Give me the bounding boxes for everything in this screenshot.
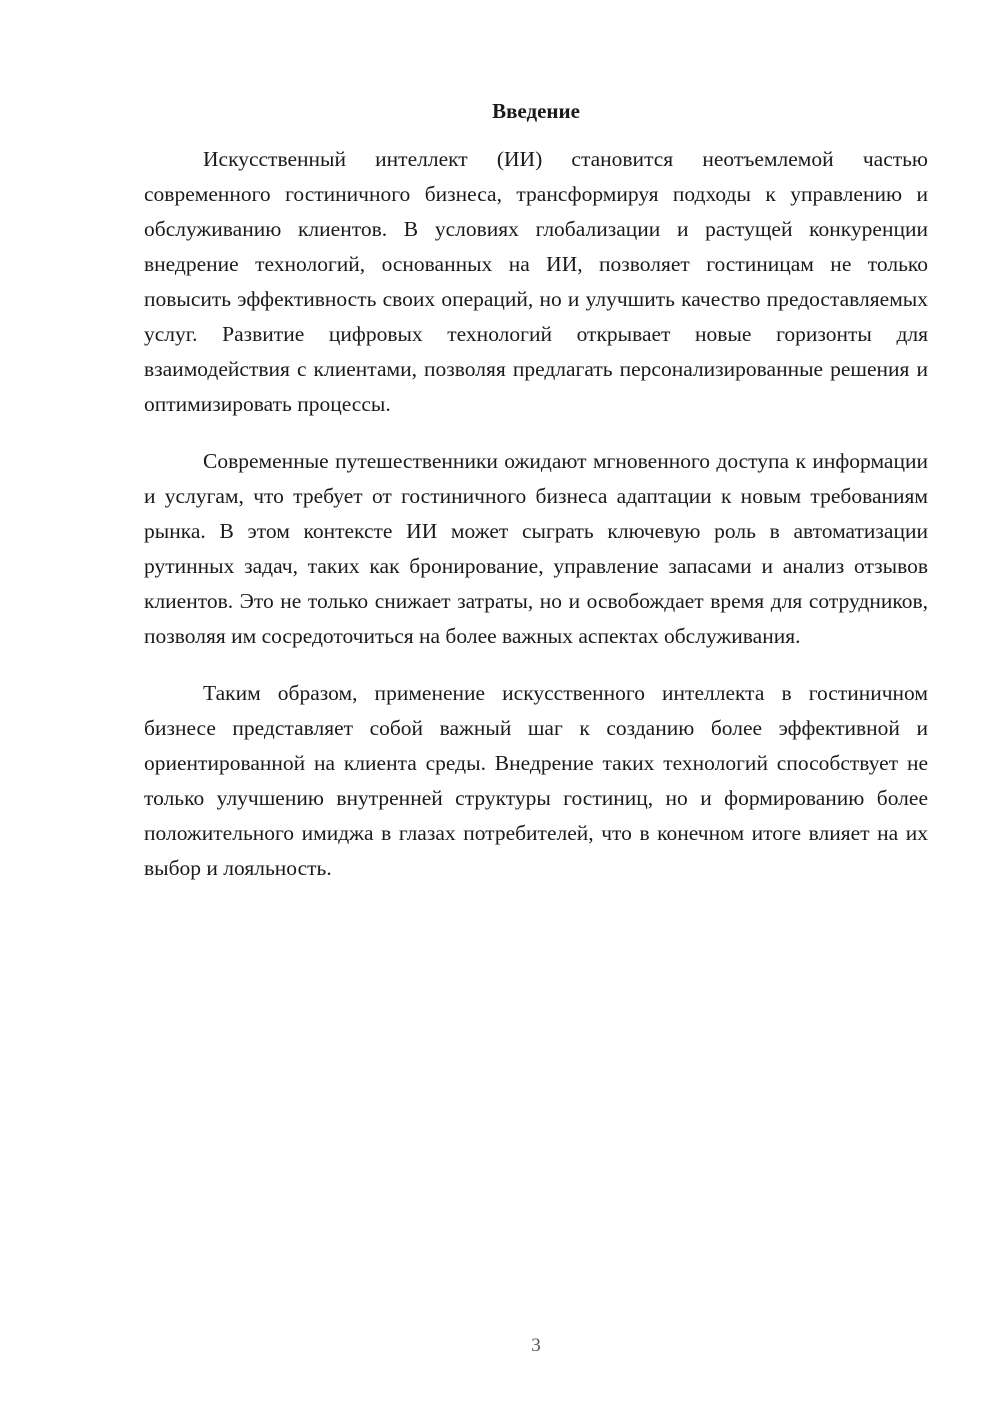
body-text: [144, 142, 928, 908]
paragraph-2: Современные путешественники ожидают мгновенного доступа к информации и услугам, что требует от гостиничного бизнеса адаптации к новым требованиям рынка. В этом контексте ИИ может сыграть ключевую роль в автоматизации рутинных задач, таких как бронирование, управление запасами и анализ отзывов клиентов. Это не только снижает затраты, но и освобождает время для сотрудников, позволяя им сосредоточиться на более важных аспектах обслуживания.: [144, 449, 928, 648]
paragraph-1: Искусственный интеллект (ИИ) становится неотъемлемой частью современного гостиничного бизнеса, трансформируя подходы к управлению и обслуживанию клиентов. В условиях глобализации и растущей конкуренции внедрение технологий, основанных на ИИ, позволяет гостиницам не только повысить эффективность своих операций, но и улучшить качество предоставляемых услуг. Развитие цифровых технологий открывает новые горизонты для взаимодействия с клиентами, позволяя предлагать персонализированные решения и оптимизировать процессы.: [144, 147, 928, 416]
section-heading: Введение: [492, 99, 580, 123]
paragraph-3: Таким образом, применение искусственного интеллекта в гостиничном бизнесе представляет собой важный шаг к созданию более эффективной и ориентированной на клиента среды. Внедрение таких технологий способствует не только улучшению внутренней структуры гостиниц, но и формированию более положительного имиджа в глазах потребителей, что в конечном итоге влияет на их выбор и лояльность.: [144, 681, 928, 880]
page-number: 3: [531, 1335, 541, 1356]
